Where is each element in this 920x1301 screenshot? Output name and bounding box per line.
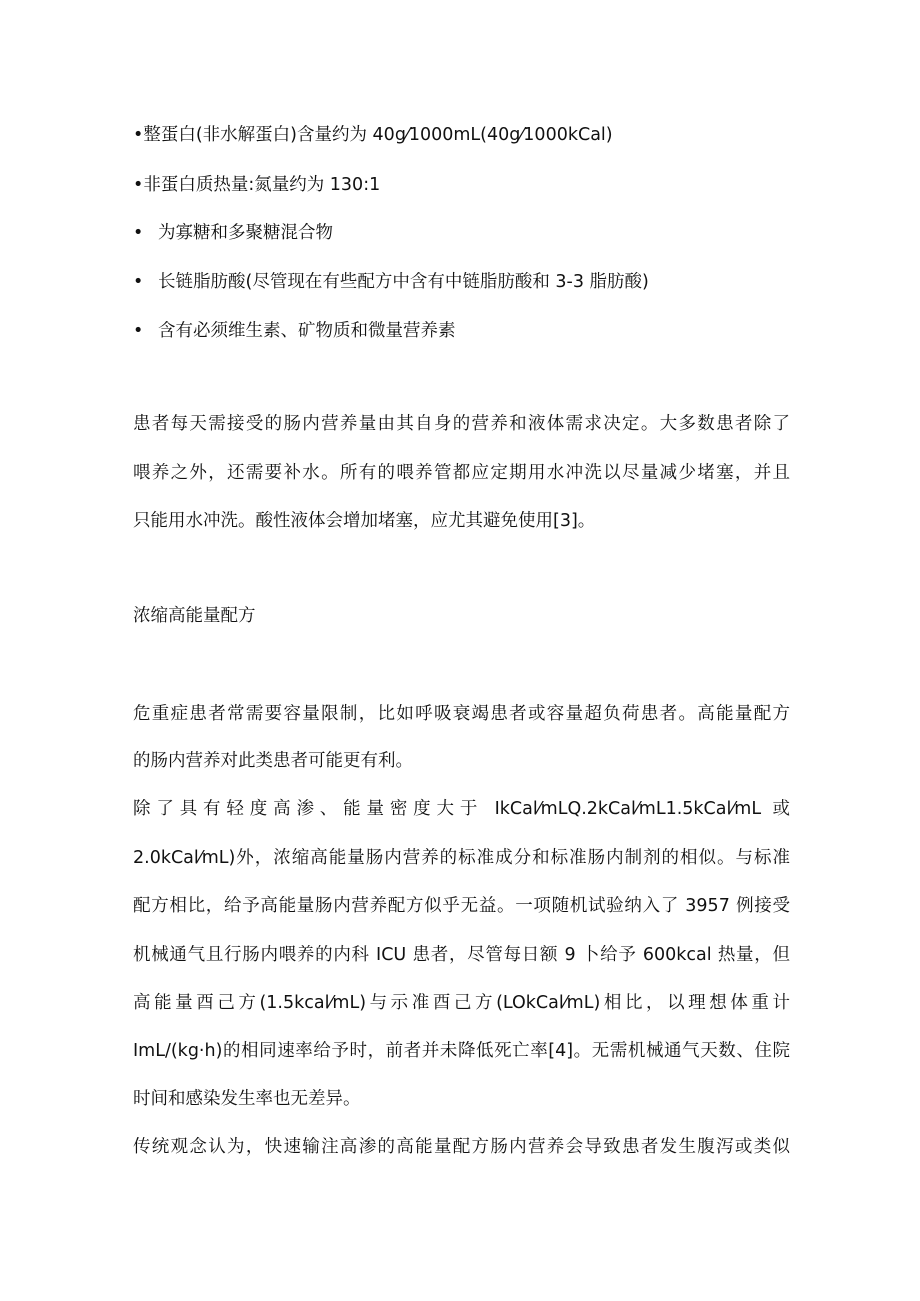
paragraph-line: 高能量酉己方(1.5kcal⁄mL)与示准酉己方(LOkCal⁄mL)相比，以理想体重计	[133, 993, 790, 1013]
list-item-text: 含有必须维生素、矿物质和微量营养素	[158, 321, 456, 341]
paragraph-line: 传统观念认为，快速输注高渗的高能量配方肠内营养会导致患者发生腹泻或类似	[133, 1137, 790, 1157]
paragraph-line: 患者每天需接受的肠内营养量由其自身的营养和液体需求决定。大多数患者除了	[133, 414, 790, 434]
list-item-text: 非蛋白质热量:氮量约为 130:1	[143, 175, 381, 195]
section-heading: 浓缩高能量配方	[133, 606, 256, 626]
paragraph-line: 配方相比，给予高能量肠内营养配方似乎无益。一项随机试验纳入了 3957 例接受	[133, 896, 790, 916]
paragraph-line: 的肠内营养对此类患者可能更有利。	[133, 751, 413, 771]
paragraph-line: ImL/(kg·h)的相同速率给予时，前者并未降低死亡率[4]。无需机械通气天数、住院	[133, 1041, 790, 1061]
paragraph-line: 时间和感染发生率也无差异。	[133, 1089, 361, 1109]
paragraph-line: 2.0kCal⁄mL)外，浓缩高能量肠内营养的标准成分和标准肠内制剂的相似。与标准	[133, 848, 790, 868]
list-item-protein	[133, 123, 613, 147]
paragraph-line: 危重症患者常需要容量限制，比如呼吸衰竭患者或容量超负荷患者。高能量配方	[133, 704, 790, 724]
paragraph-line: 只能用水冲洗。酸性液体会增加堵塞，应尤其避免使用[3]。	[133, 511, 596, 531]
bullet: •	[133, 272, 144, 292]
bullet: •	[133, 175, 144, 195]
bullet: •	[133, 125, 144, 145]
bullet: •	[133, 223, 144, 243]
bullet: •	[133, 321, 144, 341]
list-item-calorie-nitrogen	[133, 173, 380, 197]
list-item-text: 长链脂肪酸(尽管现在有些配方中含有中链脂肪酸和 3-3 脂肪酸)	[158, 272, 649, 292]
paragraph-line: 喂养之外，还需要补水。所有的喂养管都应定期用水冲洗以尽量减少堵塞，并且	[133, 463, 790, 483]
paragraph-line: 除了具有轻度高渗、能量密度大于 IkCal⁄mLQ.2kCal⁄mL1.5kCal⁄mL 或	[133, 799, 790, 819]
list-item-text: 整蛋白(非水解蛋白)含量约为 40g⁄1000mL(40g⁄1000kCal)	[143, 125, 613, 145]
paragraph-line: 机械通气且行肠内喂养的内科 ICU 患者，尽管每日额 9 卜给予 600kcal 热量，但	[133, 945, 790, 965]
list-item-text: 为寡糖和多聚糖混合物	[158, 223, 333, 243]
